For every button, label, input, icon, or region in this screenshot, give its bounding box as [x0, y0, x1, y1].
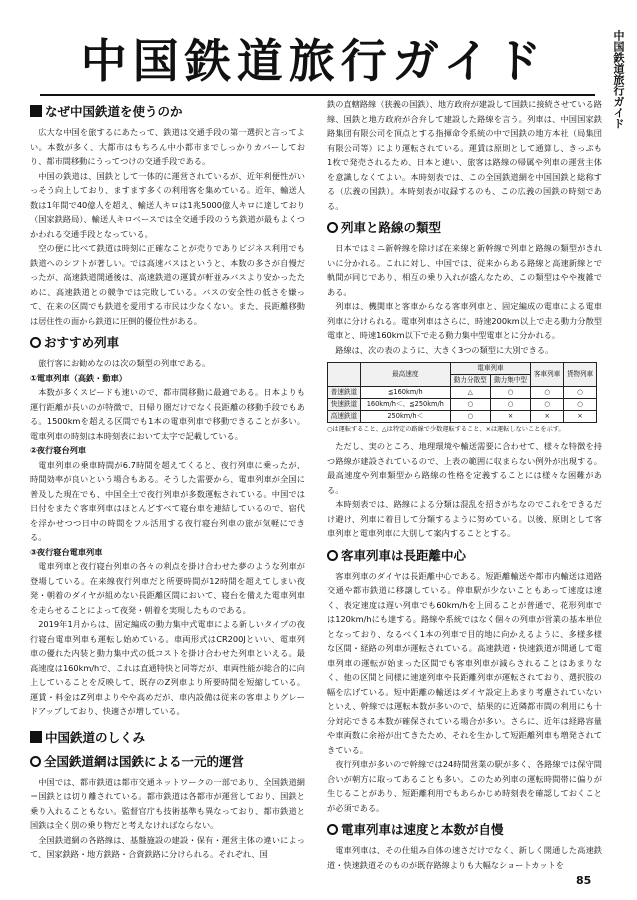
- paragraph: 電車列車は、その仕組み自体の速さだけでなく、新しく開通した高速鉄道・快速鉄道そのものが既存路線よりも大幅なショートカットを: [327, 845, 602, 870]
- section-heading-recommended: おすすめ列車: [30, 334, 305, 352]
- table-header: 貨物列車: [564, 363, 597, 387]
- paragraph: 中国の鉄道は、国鉄として一体的に運営されているが、近年利便性がいっそう向上しており、ますます多くの利用客を集めている。近年、輸送人数は1年間で40億人を超え、輸送人キロは1兆5000億人キロに達しており（国家鉄路局）、輸送人キロベースでは全交通手段のうち鉄道が最もよくつかわれる交通手段となっている。: [30, 170, 305, 239]
- paragraph: 鉄の直轄路線（狭義の国鉄）、地方政府が建設して国鉄に接続させている路線、国鉄と地方政府が合弁して建設した路線を言う。列車は、中国国家鉄路集団有限公司を頂点とする指揮命令系統の中で国鉄の地方本社（局集団有限公司等）により運転されている。運賃は原則として通算し、きっぷも1枚で発売されるため、日本と違い、旅客は路線の帰属や列車の運営主体を意識しなくてよい。本時刻表では、この全国鉄道網を中国国鉄と総称する（広義の国鉄）。本時刻表が収録するのも、この広義の国鉄の時刻である。: [327, 99, 602, 211]
- table-cell: ○: [564, 387, 597, 399]
- square-bullet-icon: [30, 731, 42, 743]
- table-corner: [328, 363, 361, 387]
- table-cell: △: [450, 387, 490, 399]
- paragraph: 広大な中国を旅するにあたって、鉄道は交通手段の第一選択と言ってよい。本数が多く、大都市はもちろん中小都市までしっかりカバーしており、都市間移動にうってつけの交通手段である。: [30, 127, 305, 166]
- table-cell: ○: [490, 387, 530, 399]
- table-header: 客車列車: [531, 363, 564, 387]
- paragraph: 2019年1月からは、固定編成の動力集中式電車による新しいタイプの夜行寝台電車列車も運転し始めている。車両形式はCR200Jといい、電車列車の優れた内装と動力集中式の低コストを掛け合わせた列車といえる。最高速度は160km/hで、これは直通特快と同等だが、車両性能が総合的に向上していることを反映して、既存のZ列車より所要時間を短縮している。運賃・料金はZ列車よりやや高めだが、車内設備は従来の客車よりグレードアップしており、快適さが増している。: [30, 619, 305, 716]
- table-cell: ○: [450, 399, 490, 411]
- paragraph: 電車列車と夜行寝台列車の各々の利点を掛け合わせた夢のような列車が登場している。在来線夜行列車だと所要時間が12時間を超えてしまい夜発・朝着のダイヤが組めない長距離区間において、寝台を備えた電車列車を走らせることによって夜発・朝着を実現したものである。: [30, 561, 305, 615]
- table-cell: ×: [490, 411, 530, 423]
- paragraph: 列車は、機関車と客車からなる客車列車と、固定編成の電車による電車列車に分けられる。電車列車はさらに、時速200km以上で走る動力分散型電車と、時速160km以下で走る動力集中型電車とに分かれる。: [327, 301, 602, 340]
- section-heading-passenger: 客車列車は長距離中心: [327, 547, 602, 565]
- paragraph: 本数が多くスピードも速いので、都市間移動に最適である。日本よりも運行距離が長いのが特徴で、日帰り圏だけでなく長距離の移動手段でもある。1500kmを超える区間でも1本の電車列車で移動できることが多い。電車列車の時刻は本時刻表において太字で記載している。: [30, 387, 305, 441]
- table-note: ○は運転すること、△は特定の路線で少数運転すること、×は運転しないことを示す。: [327, 426, 565, 433]
- table-cell: ○: [450, 411, 490, 423]
- side-tab: 中国鉄道旅行ガイド: [612, 30, 625, 129]
- table-header: 電車列車: [450, 363, 531, 375]
- minor-heading-sleeper: ②夜行寝台列車: [30, 445, 87, 455]
- left-column: [30, 97, 305, 862]
- paragraph: 全国鉄道網の各路線は、基盤施設の建設・保有・運営主体の違いによって、国家鉄路・地方鉄路・合資鉄路に分けられる。それぞれ、国: [30, 834, 305, 859]
- paragraph: 日本ではミニ新幹線を除けば在来線と新幹線で列車と路線の類型がきれいに分かれる。これに対し、中国では、従来からある路線と高速新線とで軌間が同じであり、相互の乗り入れが盛んなため、この類型はやや複雑である。: [327, 243, 602, 297]
- table-cell: 普速鉄道: [328, 387, 361, 399]
- table-cell: ○: [531, 399, 564, 411]
- table-cell: ○: [564, 399, 597, 411]
- minor-heading-emu: ①電車列車（高鉄・動車）: [30, 372, 127, 383]
- table-cell: 250km/h＜: [360, 411, 450, 423]
- circle-bullet-icon: [327, 824, 338, 835]
- table-row: [328, 387, 597, 399]
- paragraph: 客車列車のダイヤは長距離中心である。短距離輸送や都市内輸送は道路交通や都市鉄道に移譲している。停車駅が少ないこともあって速度は速く、表定速度は遅い列車でも60km/hを上回ることが普通で、花形列車では120km/hにも達する。路線や系統ではなく個々の列車が営業の基本単位となっており、なるべく1本の列車で目的地に向かえるように、多様多様な区間・経路の列車が運転されている。高速鉄道・快速鉄道が開通して電車列車の運転が始まった区間でも客車列車が減らされることはあまりなく、他の区間と同様に速達列車や長距離列車が運転されており、選択肢の幅を広げている。短中距離の輸送はダイヤ設定上あまり考慮されていないといえ、幹線では運転本数が多いので、結果的に近隣都市間の利用にも十分対応できる本数が確保されている場合が多い。さらに、近年は経路容量や車両数に余裕が出てきたため、それを生かして短距離列車も増発されてきている。: [327, 570, 602, 755]
- page-number: 85: [576, 874, 592, 887]
- circle-bullet-icon: [327, 222, 338, 233]
- table-header: 最高速度: [360, 363, 450, 387]
- section-heading-why: なぜ中国鉄道を使うのか: [30, 103, 305, 121]
- page-title: 中国鉄道旅行ガイド: [80, 34, 548, 88]
- table-header: 動力集中型: [490, 375, 530, 387]
- paragraph: 空の便に比べて鉄道は時刻に正確なことが売りでありビジネス利用でも鉄道へのシフトが著しい。では高速バスはというと、本数の多さが自慢だったが、高速鉄道開通後は、高速鉄道の運賃が軒並みバスより安かったために、高速鉄道との競争では完敗している。バスの安全性の低さを嫌って、在来の区間でも鉄道を愛用する市民は少なくない。また、長距離移動は居住性の面から鉄道に圧倒的優位性がある。: [30, 243, 305, 326]
- paragraph: 本時刻表では、路線による分類は混乱を招きがちなのでこれをできるだけ避け、列車に着目して分類するように努めている。以後、原則として客車列車と電車列車に大別して案内することとする。: [327, 499, 602, 538]
- table-header: 動力分散型: [450, 375, 490, 387]
- table-cell: 160km/h＜、≦250km/h: [360, 399, 450, 411]
- paragraph: 夜行列車が多いので幹線では24時間営業の駅が多く、各路線では保守間合いが朝方に取ってあることも多い。このため列車の運転時間帯に偏りが生じることがあり、短距離利用でもあらかじめ時刻表を確認しておくことが必須である。: [327, 759, 602, 813]
- section-heading-emu: 電車列車は速度と本数が自慢: [327, 821, 602, 839]
- circle-bullet-icon: [30, 337, 41, 348]
- circle-bullet-icon: [327, 550, 338, 561]
- table-row: [328, 399, 597, 411]
- section-heading-types: 列車と路線の類型: [327, 219, 602, 237]
- table-cell: ×: [564, 411, 597, 423]
- paragraph: 旅行客にお勧めなのは次の類型の列車である。: [38, 358, 211, 368]
- line-type-table: [327, 362, 597, 423]
- table-cell: ○: [490, 399, 530, 411]
- circle-bullet-icon: [30, 756, 41, 767]
- right-column: [327, 97, 602, 872]
- table-cell: 快速鉄道: [328, 399, 361, 411]
- table-row: [328, 411, 597, 423]
- minor-heading-sleeper-emu: ③夜行寝台電車列車: [30, 546, 103, 557]
- paragraph: 路線は、次の表のように、大きく3つの類型に大別できる。: [335, 344, 554, 355]
- square-bullet-icon: [30, 105, 42, 117]
- section-heading-structure: 中国鉄道のしくみ: [30, 729, 305, 747]
- title-divider: [40, 94, 595, 96]
- table-cell: 高速鉄道: [328, 411, 361, 423]
- table-cell: ○: [531, 387, 564, 399]
- table-cell: ×: [531, 411, 564, 423]
- paragraph: 電車列車の乗車時間が6.7時間を超えてくると、夜行列車に乗ったが、時間効率が良いという場合もある。そうした需要から、電車列車が全国に普及した現在でも、中国全土で夜行列車が多数運転されている。中国では日付をまたぐ客車列車はほとんどすべて寝台車を連結しているので、宿代を浮かせつつ日中の時間をフル活用する夜行寝台列車の旅が気軽にできる。: [30, 459, 305, 542]
- subsection-heading-network: 全国鉄道網は国鉄による一元的運営: [30, 753, 305, 771]
- paragraph: 中国では、都市鉄道は都市交通ネットワークの一部であり、全国鉄道網＝国鉄とは切り離されている。都市鉄道は各都市が運営しており、国鉄と乗り入れることもない。監督官庁も技術基準も異なっており、都市鉄道と国鉄は全く別の乗り物だと考えなければならない。: [30, 776, 305, 830]
- table-cell: ≦160km/h: [360, 387, 450, 399]
- paragraph: ただし、実のところ、地理環境や輸送需要に合わせて、様々な特徴を持つ路線が建設されているので、上表の範囲に収まらない例外が出現する。最高速度や列車類型から路線の性格を定義することには様々な困難がある。: [327, 441, 602, 495]
